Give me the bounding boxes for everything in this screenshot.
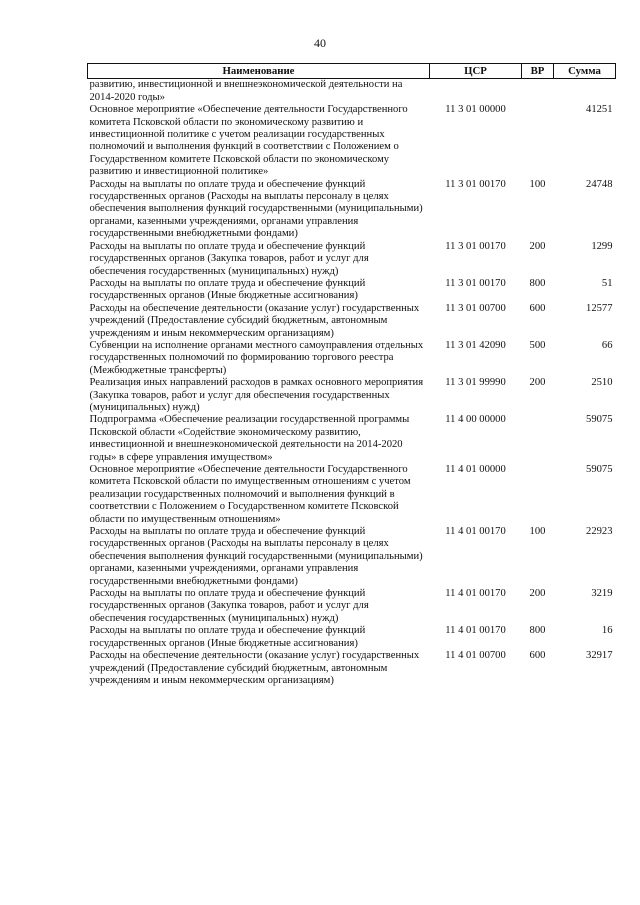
row-sum: 59075 [586,464,613,475]
row-name: Расходы на обеспечение деятельности (оказание услуг) государственных учреждений (Предоставление субсидий бюджетным, автономным учреждениям и иным некоммерческим организациям) [89,302,420,339]
row-vr: 600 [529,650,546,662]
header-sum: Сумма [554,64,616,79]
row-name: Основное мероприятие «Обеспечение деятельности Государственного комитета Псковской области по имущественным отношениям с учетом реализации государственных полномочий и выполнения функций в соответствии с Положением о Государственном комитете Псковской области по имущественным отношениям» [89,464,411,525]
row-name: Подпрограмма «Обеспечение реализации государственной программы Псковской области «Содействие экономическому развитию, инвестиционной и внешнеэкономической деятельности на 2014-2020 годы» в сфере управления имуществом» [89,414,410,463]
row-name: Расходы на выплаты по оплате труда и обеспечение функций государственных органов (Закупка товаров, работ и услуг для обеспечения государственных (муниципальных) нужд) [89,588,369,624]
row-vr: 800 [529,625,546,637]
row-vr [522,464,554,526]
table-row [88,414,616,464]
row-sum: 66 [601,339,613,351]
row-csr: 11 4 00 00000 [445,414,506,426]
table-row [88,650,616,687]
row-vr: 200 [529,588,546,600]
row-csr: 11 4 01 00170 [445,526,506,538]
table-body [88,79,616,687]
table-row [88,588,616,625]
table-row [88,79,616,104]
row-name: Субвенции на исполнение органами местного самоуправления отдельных государственных полномочий по формированию торгового реестра (Межбюджетные трансферты) [89,339,424,376]
table-row [88,625,616,650]
table-row [88,464,616,526]
table-row [88,104,616,178]
row-sum: 12577 [586,302,613,314]
row-csr: 11 3 01 00170 [445,240,506,252]
row-sum: 24748 [586,178,613,190]
row-csr: 11 3 01 00170 [445,178,506,190]
row-vr [522,414,554,464]
row-vr: 600 [529,302,546,314]
row-vr [522,104,554,178]
row-name: Расходы на обеспечение деятельности (оказание услуг) государственных учреждений (Предоставление субсидий бюджетным, автономным учреждениям и иным некоммерческим организациям) [89,650,420,686]
row-sum: 16 [601,625,613,637]
row-name: Основное мероприятие «Обеспечение деятельности Государственного комитета Псковской области по экономическому развитию и инвестиционной политике с учетом реализации государственных полномочий и выполнения функций в соответствии с Положением о Государственном комитете Псковской области по экономическому развитию и инвестиционной политике» [89,104,408,178]
row-name: развитию, инвестиционной и внешнеэкономической деятельности на 2014-2020 годы» [89,79,403,103]
row-vr: 200 [529,377,546,389]
row-csr: 11 3 01 00000 [445,104,506,116]
row-name: Расходы на выплаты по оплате труда и обеспечение функций государственных органов (Расходы на выплаты персоналу в целях обеспечения выполнения функций государственными (муниципальными) органами, казенными учреждениями, органами управления государственными внебюджетными фондами) [89,178,423,240]
budget-table [87,63,616,687]
row-csr: 11 4 01 00170 [445,625,506,637]
header-name: Наименование [88,64,430,79]
row-sum: 32917 [586,650,613,662]
row-csr: 11 3 01 00170 [445,277,506,289]
row-sum: 59075 [586,414,613,426]
row-csr: 11 4 01 00170 [445,588,506,600]
row-name: Реализация иных направлений расходов в рамках основного мероприятия (Закупка товаров, работ и услуг для обеспечения государственных (муниципальных) нужд) [89,377,424,413]
table-row [88,179,616,241]
row-sum: 2510 [591,377,613,389]
row-vr: 500 [529,339,546,351]
row-vr [522,79,554,104]
header-row [88,64,616,79]
row-name: Расходы на выплаты по оплате труда и обеспечение функций государственных органов (Закупка товаров, работ и услуг для обеспечения государственных (муниципальных) нужд) [89,240,369,277]
page-number: 40 [314,36,326,50]
table-row [88,526,616,588]
table-header [88,64,616,79]
row-csr: 11 4 01 00000 [445,464,506,475]
row-vr: 200 [529,240,546,252]
row-sum: 41251 [586,104,613,116]
row-csr: 11 3 01 99990 [445,377,506,389]
row-csr [430,79,522,104]
row-csr: 11 4 01 00700 [445,650,506,662]
row-sum: 51 [601,277,613,289]
row-sum [554,79,616,104]
row-name: Расходы на выплаты по оплате труда и обеспечение функций государственных органов (Расходы на выплаты персоналу в целях обеспечения выполнения функций государственными (муниципальными) органами, казенными учреждениями, органами управления государственными внебюджетными фондами) [89,526,423,587]
row-name: Расходы на выплаты по оплате труда и обеспечение функций государственных органов (Иные бюджетные ассигнования) [89,277,366,302]
table-row [88,278,616,303]
table-row [88,303,616,340]
header-vr: ВР [522,64,554,79]
row-vr: 100 [529,178,546,190]
row-csr: 11 3 01 42090 [445,339,506,351]
row-sum: 22923 [586,526,613,538]
row-vr: 100 [529,526,546,538]
row-sum: 1299 [591,240,613,252]
table-row [88,340,616,377]
table-row [88,241,616,278]
table-row [88,377,616,414]
row-sum: 3219 [591,588,613,600]
row-csr: 11 3 01 00700 [445,302,506,314]
header-csr: ЦСР [430,64,522,79]
row-vr: 800 [529,277,546,289]
row-name: Расходы на выплаты по оплате труда и обеспечение функций государственных органов (Иные бюджетные ассигнования) [89,625,366,649]
